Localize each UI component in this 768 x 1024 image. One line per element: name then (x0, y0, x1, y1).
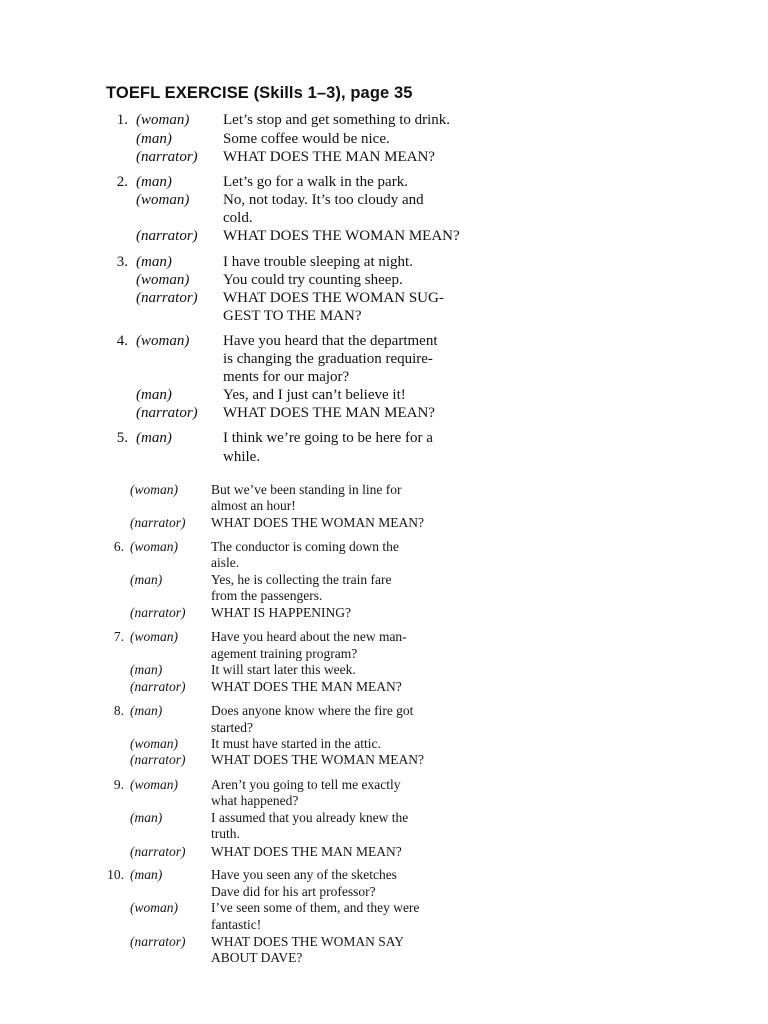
question-line: WHAT DOES THE WOMAN SUG- (223, 290, 444, 306)
speaker-label: (woman) (130, 777, 178, 792)
dialogue-line: started? (211, 720, 253, 735)
speaker-label: (narrator) (130, 934, 186, 949)
question-line: WHAT DOES THE MAN MEAN? (211, 844, 402, 859)
question-line: WHAT DOES THE MAN MEAN? (223, 149, 435, 165)
item-number: 2. (116, 174, 128, 190)
item-number: 5. (116, 430, 128, 446)
dialogue-line: while. (223, 449, 261, 465)
dialogue-line: Let’s stop and get something to drink. (223, 112, 451, 128)
speaker-label: (narrator) (130, 752, 186, 767)
speaker-label: (man) (136, 387, 172, 403)
speaker-label: (narrator) (136, 149, 198, 165)
dialogue-line: Some coffee would be nice. (223, 131, 390, 147)
dialogue-line: I have trouble sleeping at night. (223, 254, 413, 270)
dialogue-line: truth. (211, 826, 240, 841)
item-number: 3. (116, 254, 128, 270)
speaker-label: (woman) (136, 272, 190, 288)
speaker-label: (narrator) (130, 605, 186, 620)
speaker-label: (man) (136, 430, 172, 446)
speaker-label: (narrator) (130, 844, 186, 859)
speaker-label: (narrator) (136, 405, 198, 421)
dialogue-line: I think we’re going to be here for a (223, 430, 433, 446)
question-line: GEST TO THE MAN? (223, 308, 362, 324)
speaker-label: (man) (130, 867, 163, 882)
dialogue-line: You could try counting sheep. (223, 272, 403, 288)
dialogue-line: Yes, and I just can’t believe it! (223, 387, 406, 403)
question-line: WHAT DOES THE WOMAN MEAN? (211, 752, 424, 767)
question-line: WHAT DOES THE WOMAN MEAN? (211, 515, 424, 530)
dialogue-line: Aren’t you going to tell me exactly (211, 777, 401, 792)
question-line: WHAT DOES THE MAN MEAN? (211, 679, 402, 694)
dialogue-line: The conductor is coming down the (211, 539, 399, 554)
dialogue-line: Have you heard that the department (223, 333, 438, 349)
dialogue-line: It will start later this week. (211, 662, 356, 677)
dialogue-line: It must have started in the attic. (211, 736, 381, 751)
dialogue-line: agement training program? (211, 646, 358, 661)
speaker-label: (man) (130, 572, 163, 587)
dialogue-line: from the passengers. (211, 588, 323, 603)
speaker-label: (narrator) (130, 515, 186, 530)
item-number: 7. (113, 629, 124, 644)
question-line: WHAT DOES THE WOMAN SAY (211, 934, 405, 949)
speaker-label: (woman) (130, 482, 178, 497)
dialogue-line: Have you heard about the new man- (211, 629, 407, 644)
speaker-label: (narrator) (136, 290, 198, 306)
item-number: 1. (116, 112, 128, 128)
speaker-label: (woman) (130, 900, 178, 915)
speaker-label: (narrator) (136, 228, 198, 244)
item-number: 6. (113, 539, 124, 554)
dialogue-line: But we’ve been standing in line for (211, 482, 402, 497)
speaker-label: (man) (130, 662, 163, 677)
dialogue-line: Yes, he is collecting the train fare (211, 572, 392, 587)
speaker-label: (woman) (130, 629, 178, 644)
speaker-label: (man) (136, 131, 172, 147)
speaker-label: (man) (130, 810, 163, 825)
speaker-label: (man) (130, 703, 163, 718)
item-number: 10. (107, 867, 124, 882)
dialogue-line: No, not today. It’s too cloudy and (223, 192, 424, 208)
item-number: 8. (113, 703, 124, 718)
dialogue-line: is changing the graduation require- (223, 351, 433, 367)
item-number: 9. (113, 777, 124, 792)
question-line: WHAT DOES THE MAN MEAN? (223, 405, 435, 421)
speaker-label: (woman) (136, 112, 190, 128)
item-number: 4. (116, 333, 128, 349)
dialogue-line: aisle. (211, 555, 240, 570)
question-line: WHAT IS HAPPENING? (211, 605, 351, 620)
dialogue-line: cold. (223, 210, 253, 226)
dialogue-line: I’ve seen some of them, and they were (211, 900, 420, 915)
speaker-label: (woman) (130, 736, 178, 751)
dialogue-line: I assumed that you already knew the (211, 810, 409, 825)
question-line: WHAT DOES THE WOMAN MEAN? (223, 228, 460, 244)
question-line: ABOUT DAVE? (211, 950, 303, 965)
speaker-label: (woman) (136, 333, 190, 349)
dialogue-line: Have you seen any of the sketches (211, 867, 397, 882)
speaker-label: (man) (136, 254, 172, 270)
dialogue-line: what happened? (211, 793, 299, 808)
page-title: TOEFL EXERCISE (Skills 1–3), page 35 (106, 84, 413, 102)
dialogue-line: Dave did for his art professor? (211, 884, 376, 899)
speaker-label: (woman) (130, 539, 178, 554)
dialogue-line: Let’s go for a walk in the park. (223, 174, 408, 190)
speaker-label: (narrator) (130, 679, 186, 694)
dialogue-line: fantastic! (211, 917, 262, 932)
speaker-label: (man) (136, 174, 172, 190)
dialogue-line: almost an hour! (211, 498, 296, 513)
dialogue-line: Does anyone know where the fire got (211, 703, 414, 718)
dialogue-line: ments for our major? (223, 369, 350, 385)
speaker-label: (woman) (136, 192, 190, 208)
